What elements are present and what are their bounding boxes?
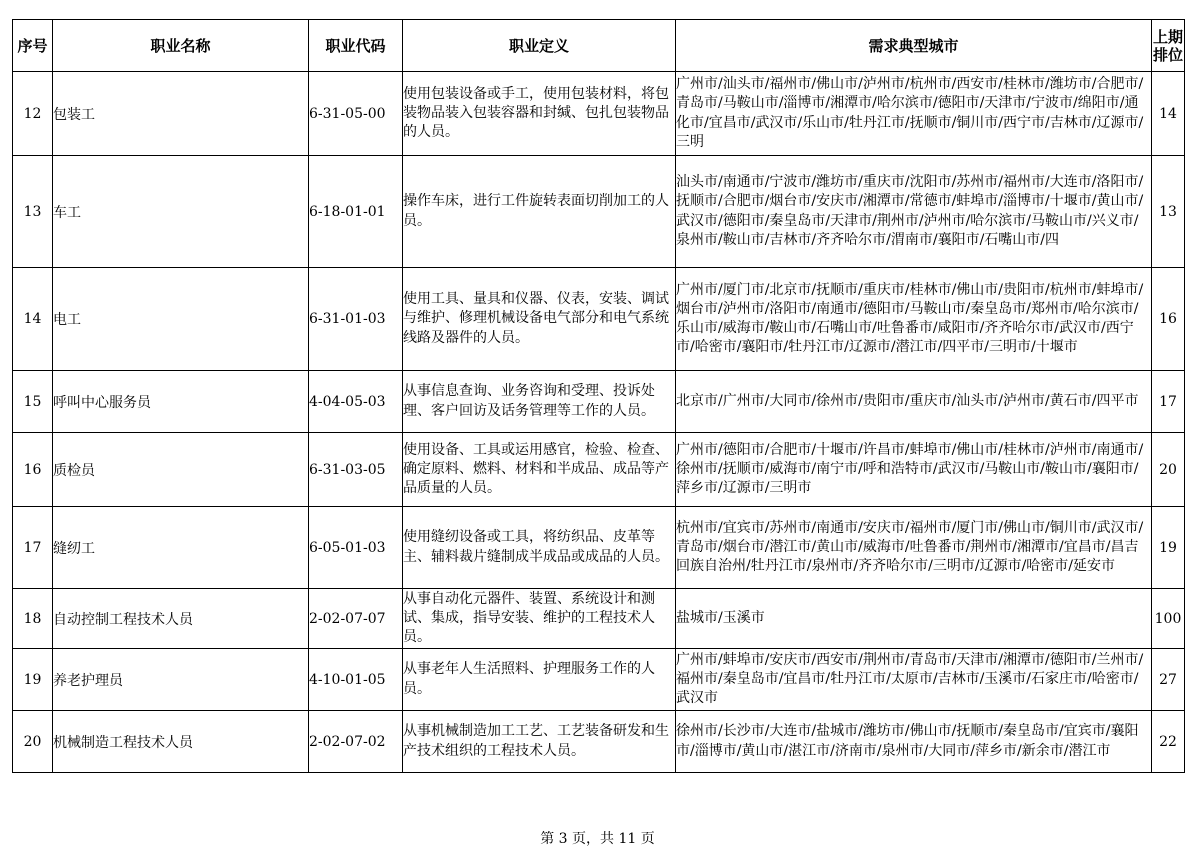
occupation-definition-cell [403,589,676,649]
occupation-name-cell: 自动控制工程技术人员 [53,589,309,649]
occupation-code-cell: 2-02-07-02 [309,711,403,773]
occupation-definition-cell-text: 操作车床，进行工件旋转表面切削加工的人员。 [403,193,669,229]
occupation-name-cell: 质检员 [53,433,309,507]
previous-rank-cell: 20 [1152,433,1185,507]
occupation-name-cell: 缝纫工 [53,507,309,589]
occupation-definition-cell [403,649,676,711]
occupation-definition-cell-text: 从事老年人生活照料、护理服务工作的人员。 [403,661,655,697]
previous-rank-cell: 14 [1152,72,1185,156]
occupation-code-cell: 2-02-07-07 [309,589,403,649]
occupation-definition-cell-text: 从事信息查询、业务咨询和受理、投诉处理、客户回访及话务管理等工作的人员。 [403,383,655,419]
header-occupation-name: 职业名称 [53,20,309,72]
occupation-code-cell: 6-05-01-03 [309,507,403,589]
occupation-name-cell: 养老护理员 [53,649,309,711]
typical-cities-cell [676,268,1152,371]
header-serial-number: 序号 [13,20,53,72]
typical-cities-cell [676,72,1152,156]
table-row [13,589,1185,649]
occupation-code-cell: 4-10-01-05 [309,649,403,711]
table-row [13,371,1185,433]
table-row [13,156,1185,268]
occupation-name-cell: 机械制造工程技术人员 [53,711,309,773]
previous-rank-cell: 27 [1152,649,1185,711]
typical-cities-cell [676,433,1152,507]
occupation-code-cell: 4-04-05-03 [309,371,403,433]
occupation-definition-cell-text: 从事机械制造加工工艺、工艺装备研发和生产技术组织的工程技术人员。 [403,723,669,759]
occupation-definition-cell [403,371,676,433]
occupation-code-cell: 6-31-01-03 [309,268,403,371]
previous-rank-cell: 16 [1152,268,1185,371]
table-row [13,507,1185,589]
occupation-name-cell: 车工 [53,156,309,268]
typical-cities-cell [676,371,1152,433]
typical-cities-cell-text: 杭州市/宜宾市/苏州市/南通市/安庆市/福州市/厦门市/佛山市/铜川市/武汉市/青岛市/烟台市/潜江市/黄山市/威海市/吐鲁番市/荆州市/湘潭市/宜昌市/昌吉回族自治州/牡丹江市/泉州市/齐齐哈尔市/三明市/辽源市/哈密市/延安市 [676,519,1144,575]
occupation-name-cell: 包装工 [53,72,309,156]
serial-number-cell: 15 [13,371,53,433]
serial-number-cell: 19 [13,649,53,711]
occupation-definition-cell [403,72,676,156]
typical-cities-cell-text: 盐城市/玉溪市 [676,609,765,626]
typical-cities-cell [676,589,1152,649]
occupation-code-cell: 6-18-01-01 [309,156,403,268]
typical-cities-cell [676,711,1152,773]
typical-cities-cell-text: 徐州市/长沙市/大连市/盐城市/潍坊市/佛山市/抚顺市/秦皇岛市/宜宾市/襄阳市/淄博市/黄山市/湛江市/济南市/泉州市/大同市/萍乡市/新余市/潜江市 [676,723,1139,759]
typical-cities-cell-text: 北京市/广州市/大同市/徐州市/贵阳市/重庆市/汕头市/泸州市/黄石市/四平市 [676,392,1139,409]
previous-rank-cell: 19 [1152,507,1185,589]
occupation-demand-table [12,19,1185,773]
previous-rank-cell: 17 [1152,371,1185,433]
serial-number-cell: 13 [13,156,53,268]
typical-cities-cell-text: 广州市/汕头市/福州市/佛山市/泸州市/杭州市/西安市/桂林市/潍坊市/合肥市/青岛市/马鞍山市/淄博市/湘潭市/哈尔滨市/德阳市/天津市/宁波市/绵阳市/通化市/宜昌市/武汉市/乐山市/牡丹江市/抚顺市/铜川市/西宁市/吉林市/辽源市/三明 [676,76,1144,150]
table-row [13,649,1185,711]
typical-cities-cell [676,649,1152,711]
table-body [13,72,1185,773]
occupation-definition-cell-text: 使用设备、工具或运用感官，检验、检查、确定原料、燃料、材料和半成品、成品等产品质量的人员。 [403,441,669,497]
occupation-definition-cell [403,268,676,371]
serial-number-cell: 20 [13,711,53,773]
serial-number-cell: 16 [13,433,53,507]
typical-cities-cell-text: 汕头市/南通市/宁波市/潍坊市/重庆市/沈阳市/苏州市/福州市/大连市/洛阳市/抚顺市/合肥市/烟台市/安庆市/湘潭市/常德市/蚌埠市/淄博市/十堰市/黄山市/武汉市/德阳市/秦皇岛市/天津市/荆州市/泸州市/哈尔滨市/马鞍山市/兴义市/泉州市/鞍山市/吉林市/齐齐哈尔市/渭南市/襄阳市/石嘴山市/四 [676,174,1144,248]
occupation-definition-cell [403,433,676,507]
table-header-row [13,20,1185,72]
serial-number-cell: 12 [13,72,53,156]
typical-cities-cell-text: 广州市/蚌埠市/安庆市/西安市/荆州市/青岛市/天津市/湘潭市/德阳市/兰州市/福州市/秦皇岛市/宜昌市/牡丹江市/太原市/吉林市/玉溪市/石家庄市/哈密市/武汉市 [676,651,1144,707]
occupation-name-cell: 呼叫中心服务员 [53,371,309,433]
table-row [13,433,1185,507]
occupation-definition-cell [403,507,676,589]
occupation-definition-cell [403,156,676,268]
header-previous-rank: 上期排位 [1152,20,1185,72]
typical-cities-cell [676,156,1152,268]
serial-number-cell: 17 [13,507,53,589]
header-occupation-code: 职业代码 [309,20,403,72]
occupation-code-cell: 6-31-05-00 [309,72,403,156]
previous-rank-cell: 13 [1152,156,1185,268]
page-number: 第 3 页，共 11 页 [540,831,655,847]
occupation-definition-cell-text: 从事自动化元器件、装置、系统设计和测试、集成，指导安装、维护的工程技术人员。 [403,590,655,646]
occupation-definition-cell-text: 使用工具、量具和仪器、仪表，安装、调试与维护、修理机械设备电气部分和电气系统线路及器件的人员。 [403,291,669,346]
serial-number-cell: 18 [13,589,53,649]
table-row [13,268,1185,371]
serial-number-cell: 14 [13,268,53,371]
occupation-code-cell: 6-31-03-05 [309,433,403,507]
previous-rank-cell: 100 [1152,589,1185,649]
occupation-definition-cell-text: 使用缝纫设备或工具，将纺织品、皮革等主、辅料裁片缝制成半成品或成品的人员。 [403,529,669,565]
occupation-definition-cell-text: 使用包装设备或手工，使用包装材料，将包装物品装入包装容器和封缄、包扎包装物品的人员。 [403,85,669,141]
occupation-definition-cell [403,711,676,773]
typical-cities-cell-text: 广州市/德阳市/合肥市/十堰市/许昌市/蚌埠市/佛山市/桂林市/泸州市/南通市/徐州市/抚顺市/威海市/南宁市/呼和浩特市/武汉市/马鞍山市/鞍山市/襄阳市/萍乡市/辽源市/三明市 [676,441,1144,497]
occupation-name-cell: 电工 [53,268,309,371]
typical-cities-cell-text: 广州市/厦门市/北京市/抚顺市/重庆市/桂林市/佛山市/贵阳市/杭州市/蚌埠市/烟台市/泸州市/洛阳市/南通市/德阳市/马鞍山市/秦皇岛市/郑州市/哈尔滨市/乐山市/威海市/鞍山市/石嘴山市/吐鲁番市/咸阳市/齐齐哈尔市/武汉市/西宁市/哈密市/襄阳市/牡丹江市/辽源市/潜江市/四平市/三明市/十堰市 [676,281,1144,356]
header-occupation-definition: 职业定义 [403,20,676,72]
typical-cities-cell [676,507,1152,589]
table-row [13,72,1185,156]
header-typical-cities: 需求典型城市 [676,20,1152,72]
table-row [13,711,1185,773]
previous-rank-cell: 22 [1152,711,1185,773]
